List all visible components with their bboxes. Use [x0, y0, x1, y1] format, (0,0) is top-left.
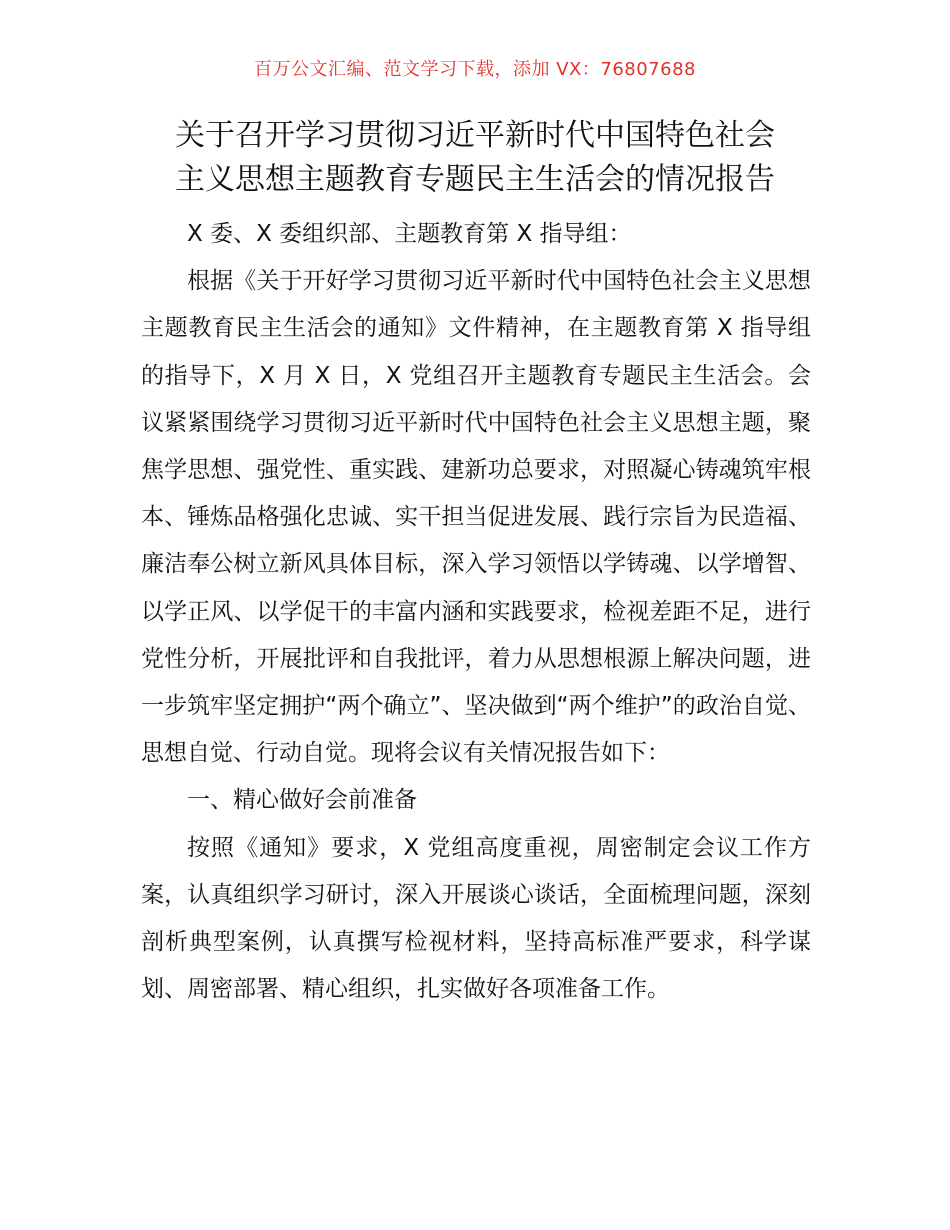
- title-line-2: 主义思想主题教育专题民主生活会的情况报告: [175, 162, 775, 197]
- paragraph-preparation: 按照《通知》要求，X 党组高度重视，周密制定会议工作方案，认真组织学习研讨，深入开展谈心谈话，全面梳理问题，深刻剖析典型案例，认真撰写检视材料，坚持高标准严要求，科学谋划、周密部署、精心组织，扎实做好各项准备工作。: [141, 834, 811, 1003]
- document-body: [141, 211, 811, 1013]
- document-title: [0, 114, 950, 202]
- title-line-1: 关于召开学习贯彻习近平新时代中国特色社会: [175, 118, 775, 153]
- paragraph-intro: 根据《关于开好学习贯彻习近平新时代中国特色社会主义思想主题教育民主生活会的通知》文件精神，在主题教育第 X 指导组的指导下，X 月 X 日，X 党组召开主题教育专题民主生活会。会议紧紧围绕学习贯彻习近平新时代中国特色社会主义思想主题，聚焦学思想、强党性、重实践、建新功总要求，对照凝心铸魂筑牢根本、锤炼品格强化忠诚、实干担当促进发展、践行宗旨为民造福、廉洁奉公树立新风具体目标，深入学习领悟以学铸魂、以学增智、以学正风、以学促干的丰富内涵和实践要求，检视差距不足，进行党性分析，开展批评和自我批评，着力从思想根源上解决问题，进一步筑牢坚定拥护“两个确立”、坚决做到“两个维护”的政治自觉、思想自觉、行动自觉。现将会议有关情况报告如下：: [141, 268, 811, 767]
- salutation: X 委、X 委组织部、主题教育第 X 指导组：: [187, 221, 632, 247]
- watermark-banner: 百万公文汇编、范文学习下载，添加 VX：76807688: [254, 59, 696, 80]
- section-heading-1: 一、精心做好会前准备: [187, 787, 417, 814]
